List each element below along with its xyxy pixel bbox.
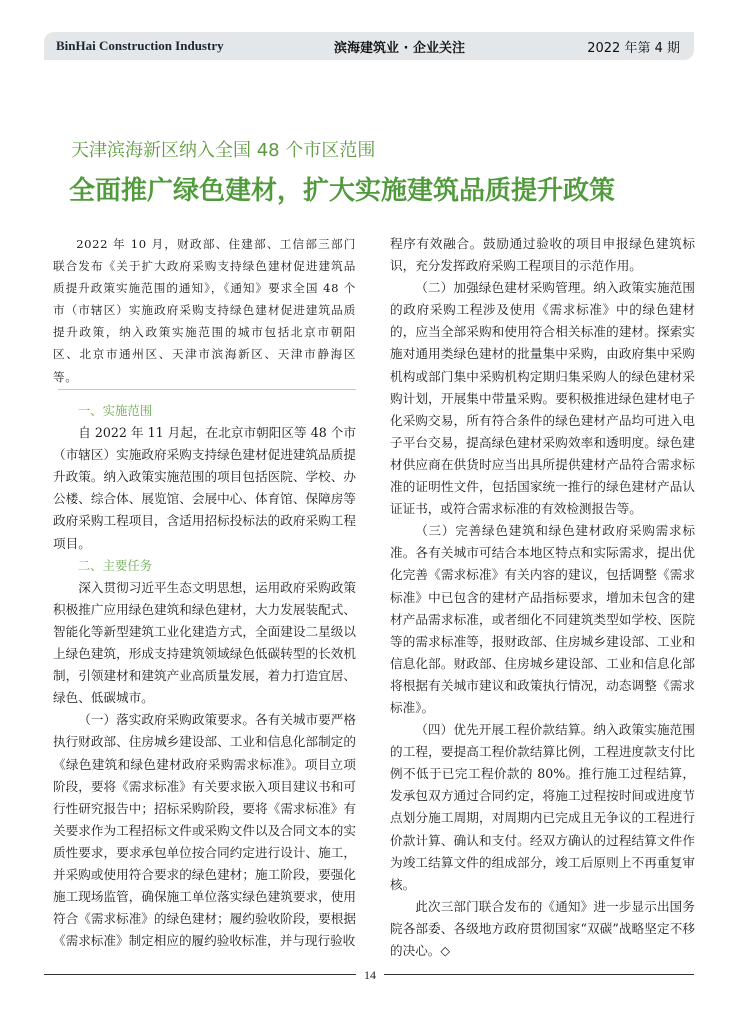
page-number: 14 xyxy=(364,968,376,982)
section-heading-scope: 一、实施范围 xyxy=(77,403,153,418)
running-header xyxy=(44,32,694,60)
article-intro xyxy=(53,233,356,388)
body-paragraph: （四）优先开展工程价款结算。纳入政策实施范围的工程，要提高工程价款结算比例，工程进度款支付比例不低于已完工程价款的 80%。推行施工过程结算，发承包双方通过合同约定，将施工过程按时间或进度节点划分施工周期，对周期内已完成且无争议的工程进行价款计算、确认和支付。经双方确认的过程结算文件作为竣工结算文件的组成部分，竣工后原则上不再重复审核。 xyxy=(390,722,695,892)
intro-divider xyxy=(58,389,356,390)
journal-section-cn: 滨海建筑业 · 企业关注 xyxy=(334,41,465,56)
body-paragraph: （二）加强绿色建材采购管理。纳入政策实施范围的政府采购工程涉及使用《需求标准》中的绿色建材的，应当全部采购和使用符合相关标准的建材。探索实施对通用类绿色建材的批量集中采购，由政府集中采购机构或部门集中采购机构定期归集采购人的绿色建材采购计划，开展集中带量采购。要积极推进绿色建材电子化采购交易，所有符合条件的绿色建材产品均可进入电子平台交易，提高绿色建材采购效率和透明度。绿色建材供应商在供货时应当出具所提供建材产品符合需求标准的证明性文件，包括国家统一推行的绿色建材产品认证证书，或符合需求标准的有效检测报告等。 xyxy=(390,280,695,517)
closing-paragraph: 此次三部门联合发布的《通知》进一步显示出国务院各部委、各级地方政府贯彻国家“双碳”战略坚定不移的决心。◇ xyxy=(390,898,695,958)
footer-rule-left xyxy=(44,974,356,975)
body-paragraph: （一）落实政府采购政策要求。各有关城市要严格执行财政部、住房城乡建设部、工业和信息化部制定的《绿色建筑和绿色建材政府采购需求标准》。项目立项阶段，要将《需求标准》有关要求嵌入项目建议书和可行性研究报告中；招标采购阶段，要将《需求标准》有关要求作为工程招标文件或采购文件以及合同文本的实质性要求，要求承包单位按合同约定进行设计、施工，并采购或使用符合要求的绿色建材；施工阶段，要强化施工现场监管，确保施工单位落实绿色建筑要求，使用符合《需求标准》的绿色建材；履约验收阶段，要根据《需求标准》制定相应的履约验收标准，并与现行验收 xyxy=(53,712,356,949)
section-heading-tasks: 二、主要任务 xyxy=(77,557,153,573)
journal-name-en: BinHai Construction Industry xyxy=(56,38,224,53)
right-column xyxy=(390,233,695,962)
body-paragraph: 程序有效融合。鼓励通过验收的项目申报绿色建筑标识，充分发挥政府采购工程项目的示范作用。 xyxy=(390,236,695,274)
body-paragraph: （三）完善绿色建筑和绿色建材政府采购需求标准。各有关城市可结合本地区特点和实际需求，提出优化完善《需求标准》有关内容的建议，包括调整《需求标准》中已包含的建材产品指标要求，增加未包含的建材产品需求标准，或者细化不同建筑类型如学校、医院等的需求标准等，报财政部、住房城乡建设部、工业和信息化部。财政部、住房城乡建设部、工业和信息化部将根据有关城市建议和政策执行情况，动态调整《需求标准》。 xyxy=(390,523,695,715)
article-subtitle: 天津滨海新区纳入全国 48 个市区范围 xyxy=(71,140,376,161)
body-paragraph: 自 2022 年 11 月起，在北京市朝阳区等 48 个市（市辖区）实施政府采购支持绿色建材促进建筑品质提升政策。纳入政策实施范围的项目包括医院、学校、办公楼、综合体、展览馆、会展中心、体育馆、保障房等政府采购工程项目，含适用招标投标法的政府采购工程项目。 xyxy=(53,425,356,551)
issue-number: 2022 年第 4 期 xyxy=(587,41,680,56)
article-title: 全面推广绿色建材，扩大实施建筑品质提升政策 xyxy=(69,176,616,206)
left-column xyxy=(53,400,356,952)
body-paragraph: 深入贯彻习近平生态文明思想，运用政府采购政策积极推广应用绿色建筑和绿色建材，大力发展装配式、智能化等新型建筑工业化建造方式，全面建设二星级以上绿色建筑，形成支持建筑领域绿色低碳转型的长效机制，引领建材和建筑产业高质量发展，着力打造宜居、绿色、低碳城市。 xyxy=(53,579,356,706)
footer-rule-right xyxy=(384,974,694,975)
intro-paragraph: 2022 年 10 月，财政部、住建部、工信部三部门联合发布《关于扩大政府采购支持绿色建材促进建筑品质提升政策实施范围的通知》，《通知》要求全国 48 个市（市辖区）实施政府采购支持绿色建材促进建筑品质提升政策，纳入政策实施范围的城市包括北京市朝阳区、北京市通州区、天津市滨海新区、天津市静海区等。 xyxy=(53,237,356,384)
